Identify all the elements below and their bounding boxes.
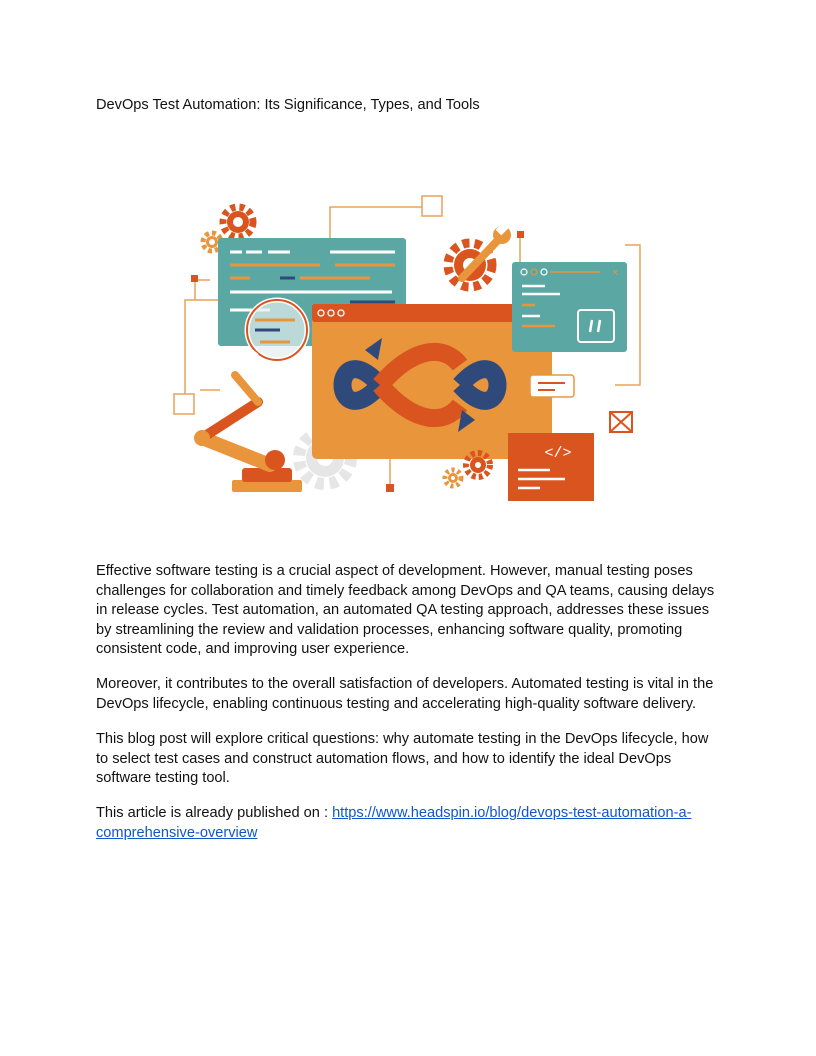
code-icon [508,433,594,501]
devops-illustration [160,190,650,510]
svg-text:</>: </> [544,445,572,462]
svg-text:×: × [612,267,619,279]
published-prefix: This article is already published on : [96,805,333,821]
mail-icon [610,412,632,432]
connector-square-top [422,196,442,216]
robot-arm-icon [194,375,302,492]
tag-box [530,375,574,397]
gear-icon [445,470,461,486]
connector-dot [386,484,394,492]
connector-dot [191,275,198,282]
body-paragraph: Effective software testing is a crucial aspect of development. However, manual testing poses challenges for collaboration and timely feedback among DevOps and QA teams, causing delays in release cycles. Test automation, an automated QA testing approach, addresses these issues by streamlining the review and validation processes, enhancing software quality, promoting consistent code, and improving user experience. [96,563,715,657]
settings-window-right [512,262,627,352]
connector-square-left [174,394,194,414]
published-link[interactable]: https://www.headspin.io/blog/devops-test-automation-a-comprehensive-overview [96,805,692,841]
connector-dot [517,231,524,238]
gear-icon [223,207,253,237]
page-title: DevOps Test Automation: Its Significance, Types, and Tools [96,97,480,113]
body-paragraph: This blog post will explore critical questions: why automate testing in the DevOps lifecycle, how to select test cases and construct automation flows, and how to identify the ideal DevOps software testing tool. [96,731,709,786]
published-notice [96,804,722,843]
body-paragraph: Moreover, it contributes to the overall satisfaction of developers. Automated testing is vital in the DevOps lifecycle, enabling continuous testing and accelerating high-quality software delivery. [96,676,714,712]
magnifier-icon [242,300,307,370]
